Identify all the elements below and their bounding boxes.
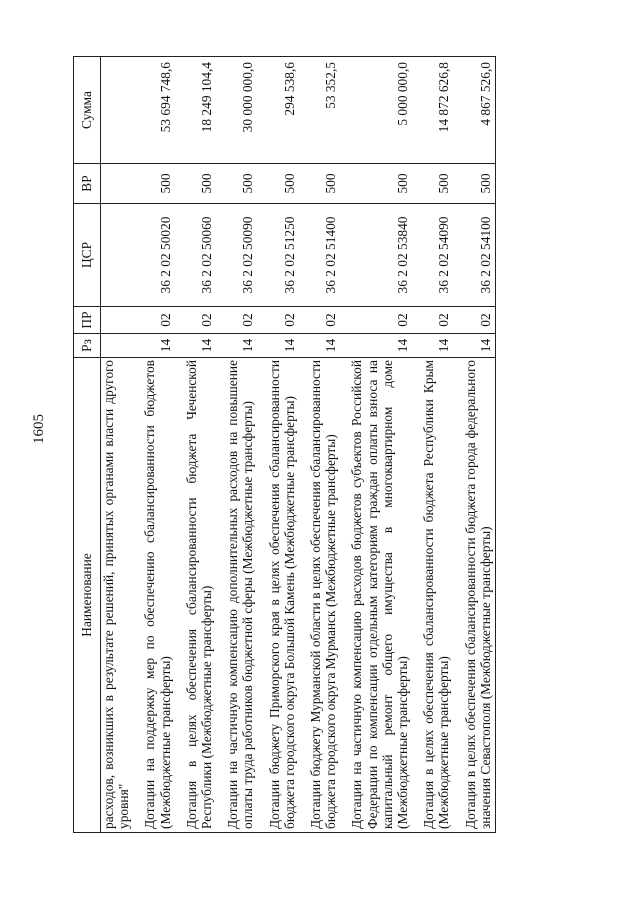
row-pr: 02	[133, 307, 174, 334]
row-vr: 500	[175, 164, 216, 204]
row-rz: 14	[299, 334, 340, 358]
row-name: Дотации на частичную компенсацию дополнительных расходов на повышение оплаты труда работников бюджетной сферы (Межбюджетные трансферты)	[216, 358, 257, 833]
page-number: 1605	[31, 414, 47, 444]
row-sum: 4 867 526,0	[454, 57, 496, 164]
row-rz: 14	[258, 334, 299, 358]
row-sum: 30 000 000,0	[216, 57, 257, 164]
row-vr: 500	[340, 164, 412, 204]
row-vr: 500	[216, 164, 257, 204]
row-pr: 02	[299, 307, 340, 334]
row-name: Дотация в целях обеспечения сбалансированности бюджета Республики Крым (Межбюджетные трансферты)	[412, 358, 453, 833]
row-csr: 36 2 02 50020	[133, 204, 174, 307]
row-vr: 500	[258, 164, 299, 204]
table-row	[175, 57, 216, 833]
table-row	[412, 57, 453, 833]
row-rz: 14	[412, 334, 453, 358]
row-name: Дотации бюджету Мурманской области в целях обеспечения сбалансированности бюджета городского округа Мурманск (Межбюджетные трансферты)	[299, 358, 340, 833]
row-csr: 36 2 02 51400	[299, 204, 340, 307]
row-name: Дотации на поддержку мер по обеспечению сбалансированности бюджетов (Межбюджетные трансферты)	[133, 358, 174, 833]
row-csr: 36 2 02 50090	[216, 204, 257, 307]
header-pr: ПР	[74, 307, 101, 334]
table-row	[258, 57, 299, 833]
row-sum: 5 000 000,0	[340, 57, 412, 164]
row-csr: 36 2 02 54090	[412, 204, 453, 307]
row-vr: 500	[412, 164, 453, 204]
row-pr: 02	[175, 307, 216, 334]
row-vr: 500	[133, 164, 174, 204]
budget-table	[73, 56, 496, 833]
header-rz: Рз	[74, 334, 101, 358]
row-pr: 02	[258, 307, 299, 334]
row-pr: 02	[412, 307, 453, 334]
row-rz: 14	[216, 334, 257, 358]
row-sum: 294 538,6	[258, 57, 299, 164]
continuation-text: расходов, возникших в результате решений, принятых органами власти другого уровня"	[101, 358, 134, 833]
header-vr: ВР	[74, 164, 101, 204]
table-row	[454, 57, 496, 833]
table-row	[340, 57, 412, 833]
row-rz: 14	[133, 334, 174, 358]
table-row	[216, 57, 257, 833]
header-name: Наименование	[74, 358, 101, 833]
continuation-row	[101, 57, 134, 833]
row-name: Дотации на частичную компенсацию расходов бюджетов субъектов Российской Федерации по компенсации отдельным категориям граждан оплаты взноса на капитальный ремонт общего имущества в многоквартирном доме (Межбюджетные трансферты)	[340, 358, 412, 833]
row-sum: 18 249 104,4	[175, 57, 216, 164]
row-csr: 36 2 02 51250	[258, 204, 299, 307]
row-sum: 53 352,5	[299, 57, 340, 164]
row-vr: 500	[299, 164, 340, 204]
row-vr: 500	[454, 164, 496, 204]
row-csr: 36 2 02 50060	[175, 204, 216, 307]
row-pr: 02	[216, 307, 257, 334]
table-row	[299, 57, 340, 833]
row-pr: 02	[454, 307, 496, 334]
row-rz: 14	[340, 334, 412, 358]
row-csr: 36 2 02 53840	[340, 204, 412, 307]
row-name: Дотация в целях обеспечения сбалансированности бюджета города федерального значения Севастополя (Межбюджетные трансферты)	[454, 358, 496, 833]
row-sum: 14 872 626,8	[412, 57, 453, 164]
row-name: Дотация в целях обеспечения сбалансированности бюджета Чеченской Республики (Межбюджетные трансферты)	[175, 358, 216, 833]
row-sum: 53 694 748,6	[133, 57, 174, 164]
header-csr: ЦСР	[74, 204, 101, 307]
row-rz: 14	[454, 334, 496, 358]
rotated-page-content	[73, 57, 598, 833]
table-row	[133, 57, 174, 833]
row-rz: 14	[175, 334, 216, 358]
table-header-row	[74, 57, 101, 833]
row-name: Дотации бюджету Приморского края в целях обеспечения сбалансированности бюджета городского округа Большой Камень (Межбюджетные трансферты)	[258, 358, 299, 833]
row-csr: 36 2 02 54100	[454, 204, 496, 307]
row-pr: 02	[340, 307, 412, 334]
header-sum: Сумма	[74, 57, 101, 164]
